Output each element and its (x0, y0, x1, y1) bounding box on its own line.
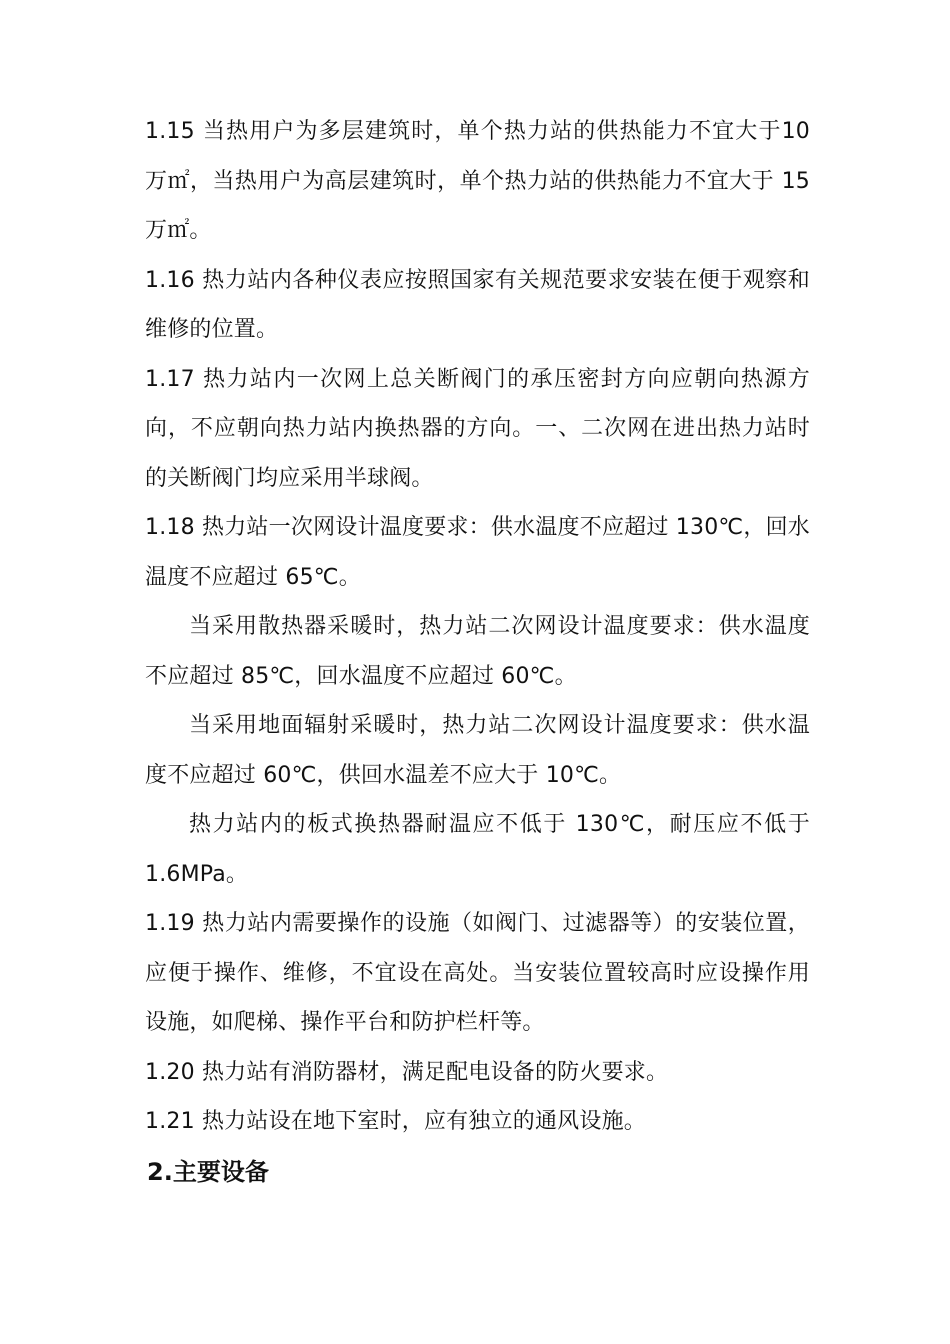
clause-1-15: 1.15 当热用户为多层建筑时，单个热力站的供热能力不宜大于10 万㎡，当热用户为高层建筑时，单个热力站的供热能力不宜大于 15 万㎡。 (145, 119, 810, 243)
clause-1-19: 1.19 热力站内需要操作的设施（如阀门、过滤器等）的安装位置，应便于操作、维修，不宜设在高处。当安装位置较高时应设操作用设施，如爬梯、操作平台和防护栏杆等。 (145, 911, 810, 1035)
radiator-heating-requirement: 当采用散热器采暖时，热力站二次网设计温度要求：供水温度不应超过 85℃，回水温度不应超过 60℃。 (145, 614, 810, 689)
floor-heating-requirement: 当采用地面辐射采暖时，热力站二次网设计温度要求：供水温度不应超过 60℃，供回水温差不应大于 10℃。 (145, 713, 810, 788)
document-page (145, 107, 810, 1197)
clause-1-20: 1.20 热力站有消防器材，满足配电设备的防火要求。 (145, 1059, 669, 1085)
section-heading: 2.主要设备 (147, 1157, 269, 1186)
clause-1-18: 1.18 热力站一次网设计温度要求：供水温度不应超过 130℃，回水温度不应超过 65℃。 (145, 515, 810, 590)
plate-exchanger-requirement: 热力站内的板式换热器耐温应不低于 130℃，耐压应不低于1.6MPa。 (145, 812, 810, 887)
clause-1-17: 1.17 热力站内一次网上总关断阀门的承压密封方向应朝向热源方向，不应朝向热力站内换热器的方向。一、二次网在进出热力站时的关断阀门均应采用半球阀。 (145, 366, 810, 491)
clause-1-16: 1.16 热力站内各种仪表应按照国家有关规范要求安装在便于观察和维修的位置。 (145, 267, 810, 342)
clause-1-21: 1.21 热力站设在地下室时，应有独立的通风设施。 (145, 1109, 646, 1134)
